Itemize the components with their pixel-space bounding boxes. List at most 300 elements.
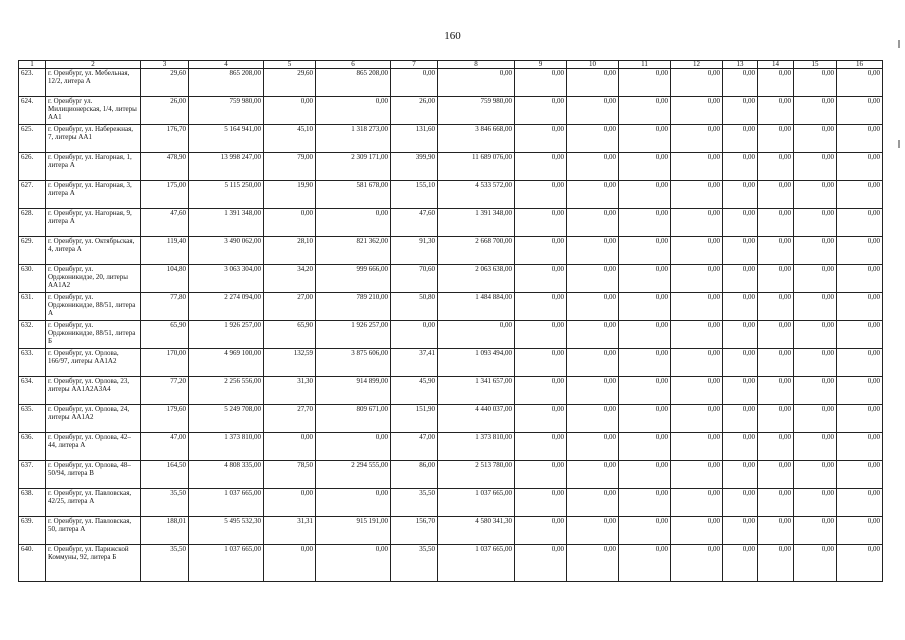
value-cell-col11: 0,00	[619, 377, 671, 405]
value-cell-col14: 0,00	[758, 489, 794, 517]
row-number: 632.	[19, 321, 46, 349]
value-cell-col14: 0,00	[758, 349, 794, 377]
value-cell-col10: 0,00	[567, 97, 619, 125]
value-cell-col11: 0,00	[619, 97, 671, 125]
value-cell-col15: 0,00	[794, 125, 837, 153]
scan-edge-mark	[898, 140, 900, 148]
value-cell-col16: 0,00	[837, 461, 883, 489]
value-cell-col15: 0,00	[794, 377, 837, 405]
value-cell-col16: 0,00	[837, 69, 883, 97]
address-cell: г. Оренбург, ул. Нагорная, 1, литера А	[46, 153, 141, 181]
value-cell-col3: 26,00	[141, 97, 189, 125]
value-cell-col5: 0,00	[264, 97, 316, 125]
value-cell-col8: 1 037 665,00	[438, 489, 515, 517]
row-number: 626.	[19, 153, 46, 181]
address-cell: г. Оренбург, ул. Нагорная, 9, литера А	[46, 209, 141, 237]
value-cell-col9: 0,00	[515, 97, 567, 125]
column-header-8: 8	[438, 61, 515, 69]
value-cell-col6: 0,00	[316, 489, 391, 517]
value-cell-col14: 0,00	[758, 237, 794, 265]
value-cell-col4: 2 274 094,00	[189, 293, 264, 321]
address-cell: г. Оренбург, ул. Орлова, 48–50/94, литера В	[46, 461, 141, 489]
value-cell-col7: 35,50	[391, 489, 438, 517]
value-cell-col8: 0,00	[438, 69, 515, 97]
value-cell-col13: 0,00	[723, 209, 758, 237]
value-cell-col10: 0,00	[567, 265, 619, 293]
value-cell-col11: 0,00	[619, 517, 671, 545]
value-cell-col8: 1 093 494,00	[438, 349, 515, 377]
value-cell-col9: 0,00	[515, 293, 567, 321]
value-cell-col7: 0,00	[391, 321, 438, 349]
row-number: 635.	[19, 405, 46, 433]
value-cell-col5: 27,70	[264, 405, 316, 433]
table-row	[19, 69, 883, 97]
value-cell-col12: 0,00	[671, 69, 723, 97]
column-number-row	[19, 61, 883, 69]
value-cell-col14: 0,00	[758, 377, 794, 405]
page-number: 160	[444, 30, 461, 42]
value-cell-col13: 0,00	[723, 321, 758, 349]
value-cell-col16: 0,00	[837, 125, 883, 153]
value-cell-col15: 0,00	[794, 209, 837, 237]
value-cell-col6: 0,00	[316, 209, 391, 237]
value-cell-col6: 0,00	[316, 545, 391, 582]
value-cell-col4: 5 164 941,00	[189, 125, 264, 153]
value-cell-col3: 478,90	[141, 153, 189, 181]
value-cell-col13: 0,00	[723, 265, 758, 293]
value-cell-col7: 155,10	[391, 181, 438, 209]
value-cell-col10: 0,00	[567, 517, 619, 545]
row-number: 639.	[19, 517, 46, 545]
value-cell-col7: 151,90	[391, 405, 438, 433]
address-cell: г. Оренбург, ул. Павловская, 50, литера А	[46, 517, 141, 545]
value-cell-col11: 0,00	[619, 125, 671, 153]
value-cell-col10: 0,00	[567, 489, 619, 517]
value-cell-col12: 0,00	[671, 405, 723, 433]
row-number: 634.	[19, 377, 46, 405]
value-cell-col7: 26,00	[391, 97, 438, 125]
row-number: 640.	[19, 545, 46, 582]
value-cell-col12: 0,00	[671, 461, 723, 489]
value-cell-col6: 789 210,00	[316, 293, 391, 321]
value-cell-col4: 1 373 810,00	[189, 433, 264, 461]
table-row	[19, 545, 883, 582]
value-cell-col3: 176,70	[141, 125, 189, 153]
value-cell-col5: 28,10	[264, 237, 316, 265]
column-header-2: 2	[46, 61, 141, 69]
value-cell-col6: 0,00	[316, 97, 391, 125]
value-cell-col13: 0,00	[723, 461, 758, 489]
value-cell-col4: 865 208,00	[189, 69, 264, 97]
value-cell-col5: 0,00	[264, 209, 316, 237]
value-cell-col5: 0,00	[264, 545, 316, 582]
table-row	[19, 181, 883, 209]
value-cell-col7: 37,41	[391, 349, 438, 377]
column-header-7: 7	[391, 61, 438, 69]
table-row	[19, 461, 883, 489]
table-row	[19, 97, 883, 125]
value-cell-col9: 0,00	[515, 461, 567, 489]
value-cell-col5: 29,60	[264, 69, 316, 97]
value-cell-col3: 35,50	[141, 489, 189, 517]
value-cell-col15: 0,00	[794, 293, 837, 321]
value-cell-col11: 0,00	[619, 321, 671, 349]
value-cell-col10: 0,00	[567, 405, 619, 433]
value-cell-col15: 0,00	[794, 489, 837, 517]
value-cell-col6: 2 309 171,00	[316, 153, 391, 181]
value-cell-col7: 399,90	[391, 153, 438, 181]
column-header-16: 16	[837, 61, 883, 69]
address-cell: г. Оренбург, ул. Октябрьская, 4, литера А	[46, 237, 141, 265]
address-cell: г. Оренбург, ул. Орлова, 23, литеры АА1А2А3А4	[46, 377, 141, 405]
value-cell-col3: 104,80	[141, 265, 189, 293]
row-number: 628.	[19, 209, 46, 237]
row-number: 637.	[19, 461, 46, 489]
value-cell-col4: 759 980,00	[189, 97, 264, 125]
value-cell-col4: 1 926 257,00	[189, 321, 264, 349]
value-cell-col8: 0,00	[438, 321, 515, 349]
value-cell-col5: 78,50	[264, 461, 316, 489]
value-cell-col15: 0,00	[794, 349, 837, 377]
value-cell-col4: 4 969 100,00	[189, 349, 264, 377]
value-cell-col4: 2 256 556,00	[189, 377, 264, 405]
value-cell-col9: 0,00	[515, 321, 567, 349]
value-cell-col16: 0,00	[837, 349, 883, 377]
value-cell-col6: 914 899,00	[316, 377, 391, 405]
value-cell-col10: 0,00	[567, 237, 619, 265]
value-cell-col8: 4 580 341,30	[438, 517, 515, 545]
value-cell-col10: 0,00	[567, 209, 619, 237]
value-cell-col12: 0,00	[671, 545, 723, 582]
value-cell-col16: 0,00	[837, 405, 883, 433]
value-cell-col3: 77,20	[141, 377, 189, 405]
value-cell-col8: 1 391 348,00	[438, 209, 515, 237]
value-cell-col3: 65,90	[141, 321, 189, 349]
value-cell-col13: 0,00	[723, 405, 758, 433]
row-number: 623.	[19, 69, 46, 97]
value-cell-col4: 4 808 335,00	[189, 461, 264, 489]
value-cell-col8: 1 484 884,00	[438, 293, 515, 321]
value-cell-col5: 0,00	[264, 489, 316, 517]
value-cell-col8: 2 513 780,00	[438, 461, 515, 489]
value-cell-col8: 3 846 668,00	[438, 125, 515, 153]
table-row	[19, 209, 883, 237]
table-row	[19, 433, 883, 461]
value-cell-col8: 11 689 076,00	[438, 153, 515, 181]
value-cell-col12: 0,00	[671, 265, 723, 293]
value-cell-col4: 5 249 708,00	[189, 405, 264, 433]
value-cell-col5: 34,20	[264, 265, 316, 293]
value-cell-col4: 3 063 304,00	[189, 265, 264, 293]
table-row	[19, 489, 883, 517]
value-cell-col5: 19,90	[264, 181, 316, 209]
value-cell-col15: 0,00	[794, 321, 837, 349]
table-row	[19, 125, 883, 153]
value-cell-col3: 164,50	[141, 461, 189, 489]
value-cell-col16: 0,00	[837, 181, 883, 209]
value-cell-col5: 65,90	[264, 321, 316, 349]
address-cell: г. Оренбург, ул. Орлова, 42–44, литера А	[46, 433, 141, 461]
value-cell-col5: 45,10	[264, 125, 316, 153]
value-cell-col10: 0,00	[567, 293, 619, 321]
value-cell-col11: 0,00	[619, 237, 671, 265]
value-cell-col11: 0,00	[619, 349, 671, 377]
column-header-5: 5	[264, 61, 316, 69]
value-cell-col13: 0,00	[723, 69, 758, 97]
value-cell-col12: 0,00	[671, 489, 723, 517]
value-cell-col11: 0,00	[619, 461, 671, 489]
value-cell-col11: 0,00	[619, 153, 671, 181]
value-cell-col8: 2 063 638,00	[438, 265, 515, 293]
value-cell-col12: 0,00	[671, 209, 723, 237]
value-cell-col16: 0,00	[837, 265, 883, 293]
value-cell-col6: 809 671,00	[316, 405, 391, 433]
value-cell-col6: 0,00	[316, 433, 391, 461]
value-cell-col11: 0,00	[619, 69, 671, 97]
column-header-3: 3	[141, 61, 189, 69]
address-cell: г. Оренбург, ул. Орлова, 166/97, литеры АА1А2	[46, 349, 141, 377]
value-cell-col13: 0,00	[723, 377, 758, 405]
row-number: 627.	[19, 181, 46, 209]
value-cell-col12: 0,00	[671, 349, 723, 377]
value-cell-col10: 0,00	[567, 461, 619, 489]
value-cell-col7: 35,50	[391, 545, 438, 582]
value-cell-col15: 0,00	[794, 181, 837, 209]
value-cell-col14: 0,00	[758, 153, 794, 181]
value-cell-col16: 0,00	[837, 433, 883, 461]
value-cell-col9: 0,00	[515, 377, 567, 405]
value-cell-col10: 0,00	[567, 125, 619, 153]
value-cell-col14: 0,00	[758, 321, 794, 349]
value-cell-col14: 0,00	[758, 545, 794, 582]
value-cell-col7: 86,00	[391, 461, 438, 489]
column-header-6: 6	[316, 61, 391, 69]
value-cell-col7: 131,60	[391, 125, 438, 153]
table-row	[19, 293, 883, 321]
value-cell-col11: 0,00	[619, 265, 671, 293]
address-cell: г. Оренбург, ул. Павловская, 42/25, литера А	[46, 489, 141, 517]
row-number: 638.	[19, 489, 46, 517]
value-cell-col16: 0,00	[837, 545, 883, 582]
table-row	[19, 153, 883, 181]
value-cell-col12: 0,00	[671, 293, 723, 321]
value-cell-col4: 5 115 250,00	[189, 181, 264, 209]
value-cell-col4: 1 037 665,00	[189, 545, 264, 582]
value-cell-col14: 0,00	[758, 293, 794, 321]
value-cell-col7: 91,30	[391, 237, 438, 265]
table-row	[19, 377, 883, 405]
value-cell-col12: 0,00	[671, 321, 723, 349]
value-cell-col13: 0,00	[723, 237, 758, 265]
value-cell-col11: 0,00	[619, 433, 671, 461]
value-cell-col3: 175,00	[141, 181, 189, 209]
value-cell-col9: 0,00	[515, 69, 567, 97]
table-row	[19, 349, 883, 377]
value-cell-col3: 188,01	[141, 517, 189, 545]
row-number: 630.	[19, 265, 46, 293]
value-cell-col16: 0,00	[837, 489, 883, 517]
value-cell-col11: 0,00	[619, 293, 671, 321]
table-row	[19, 265, 883, 293]
value-cell-col10: 0,00	[567, 545, 619, 582]
value-cell-col14: 0,00	[758, 405, 794, 433]
value-cell-col14: 0,00	[758, 517, 794, 545]
value-cell-col10: 0,00	[567, 69, 619, 97]
value-cell-col9: 0,00	[515, 237, 567, 265]
address-cell: г. Оренбург, ул. Мебельная, 12/2, литера А	[46, 69, 141, 97]
value-cell-col10: 0,00	[567, 321, 619, 349]
value-cell-col3: 170,00	[141, 349, 189, 377]
value-cell-col3: 119,40	[141, 237, 189, 265]
value-cell-col13: 0,00	[723, 349, 758, 377]
value-cell-col10: 0,00	[567, 181, 619, 209]
column-header-12: 12	[671, 61, 723, 69]
value-cell-col6: 581 678,00	[316, 181, 391, 209]
value-cell-col14: 0,00	[758, 69, 794, 97]
address-cell: г. Оренбург, ул. Нагорная, 3, литера А	[46, 181, 141, 209]
address-cell: г. Оренбург, ул. Орлова, 24, литеры АА1А2	[46, 405, 141, 433]
value-cell-col14: 0,00	[758, 181, 794, 209]
value-cell-col10: 0,00	[567, 153, 619, 181]
value-cell-col9: 0,00	[515, 125, 567, 153]
value-cell-col10: 0,00	[567, 433, 619, 461]
register-table	[18, 60, 883, 582]
value-cell-col3: 179,60	[141, 405, 189, 433]
value-cell-col15: 0,00	[794, 545, 837, 582]
value-cell-col13: 0,00	[723, 489, 758, 517]
table-row	[19, 405, 883, 433]
value-cell-col13: 0,00	[723, 97, 758, 125]
value-cell-col7: 47,60	[391, 209, 438, 237]
table-row	[19, 517, 883, 545]
value-cell-col15: 0,00	[794, 237, 837, 265]
value-cell-col8: 1 373 810,00	[438, 433, 515, 461]
table-row	[19, 237, 883, 265]
value-cell-col6: 915 191,00	[316, 517, 391, 545]
value-cell-col14: 0,00	[758, 265, 794, 293]
column-header-10: 10	[567, 61, 619, 69]
row-number: 636.	[19, 433, 46, 461]
value-cell-col8: 1 341 657,00	[438, 377, 515, 405]
value-cell-col13: 0,00	[723, 433, 758, 461]
value-cell-col15: 0,00	[794, 153, 837, 181]
value-cell-col11: 0,00	[619, 489, 671, 517]
value-cell-col8: 4 533 572,00	[438, 181, 515, 209]
value-cell-col12: 0,00	[671, 237, 723, 265]
value-cell-col11: 0,00	[619, 545, 671, 582]
column-header-4: 4	[189, 61, 264, 69]
value-cell-col16: 0,00	[837, 97, 883, 125]
value-cell-col3: 47,00	[141, 433, 189, 461]
value-cell-col16: 0,00	[837, 237, 883, 265]
value-cell-col9: 0,00	[515, 489, 567, 517]
value-cell-col4: 3 490 062,00	[189, 237, 264, 265]
value-cell-col5: 31,31	[264, 517, 316, 545]
address-cell: г. Оренбург, ул. Набережная, 7, литеры АА1	[46, 125, 141, 153]
value-cell-col13: 0,00	[723, 545, 758, 582]
value-cell-col6: 865 208,00	[316, 69, 391, 97]
value-cell-col15: 0,00	[794, 405, 837, 433]
scan-edge-mark	[898, 40, 900, 48]
column-header-13: 13	[723, 61, 758, 69]
value-cell-col7: 156,70	[391, 517, 438, 545]
value-cell-col12: 0,00	[671, 181, 723, 209]
value-cell-col9: 0,00	[515, 153, 567, 181]
value-cell-col14: 0,00	[758, 125, 794, 153]
value-cell-col16: 0,00	[837, 321, 883, 349]
value-cell-col13: 0,00	[723, 153, 758, 181]
value-cell-col11: 0,00	[619, 209, 671, 237]
value-cell-col8: 759 980,00	[438, 97, 515, 125]
value-cell-col4: 1 391 348,00	[189, 209, 264, 237]
value-cell-col15: 0,00	[794, 97, 837, 125]
table-body	[19, 69, 883, 582]
value-cell-col6: 1 926 257,00	[316, 321, 391, 349]
value-cell-col9: 0,00	[515, 349, 567, 377]
value-cell-col14: 0,00	[758, 433, 794, 461]
value-cell-col16: 0,00	[837, 293, 883, 321]
row-number: 625.	[19, 125, 46, 153]
value-cell-col12: 0,00	[671, 97, 723, 125]
value-cell-col3: 35,50	[141, 545, 189, 582]
address-cell: г. Оренбург, ул. Орджоникидзе, 88/51, литера А	[46, 293, 141, 321]
value-cell-col6: 2 294 555,00	[316, 461, 391, 489]
value-cell-col6: 1 318 273,00	[316, 125, 391, 153]
address-cell: г. Оренбург ул. Милиционерская, 1/4, литеры АА1	[46, 97, 141, 125]
value-cell-col11: 0,00	[619, 405, 671, 433]
value-cell-col9: 0,00	[515, 181, 567, 209]
value-cell-col7: 45,90	[391, 377, 438, 405]
value-cell-col15: 0,00	[794, 69, 837, 97]
value-cell-col6: 999 666,00	[316, 265, 391, 293]
value-cell-col9: 0,00	[515, 545, 567, 582]
value-cell-col5: 132,59	[264, 349, 316, 377]
column-header-11: 11	[619, 61, 671, 69]
row-number: 631.	[19, 293, 46, 321]
value-cell-col13: 0,00	[723, 293, 758, 321]
value-cell-col9: 0,00	[515, 433, 567, 461]
value-cell-col8: 4 440 037,00	[438, 405, 515, 433]
value-cell-col6: 821 362,00	[316, 237, 391, 265]
value-cell-col16: 0,00	[837, 517, 883, 545]
address-cell: г. Оренбург, ул. Орджоникидзе, 20, литеры АА1А2	[46, 265, 141, 293]
value-cell-col15: 0,00	[794, 461, 837, 489]
value-cell-col13: 0,00	[723, 517, 758, 545]
row-number: 633.	[19, 349, 46, 377]
value-cell-col3: 29,60	[141, 69, 189, 97]
value-cell-col7: 70,60	[391, 265, 438, 293]
value-cell-col8: 1 037 665,00	[438, 545, 515, 582]
value-cell-col5: 0,00	[264, 433, 316, 461]
value-cell-col14: 0,00	[758, 97, 794, 125]
address-cell: г. Оренбург, ул. Парижской Коммуны, 92, литера Б	[46, 545, 141, 582]
address-cell: г. Оренбург, ул. Орджоникидзе, 88/51, литера Б	[46, 321, 141, 349]
value-cell-col15: 0,00	[794, 265, 837, 293]
value-cell-col16: 0,00	[837, 377, 883, 405]
value-cell-col7: 47,00	[391, 433, 438, 461]
value-cell-col3: 77,80	[141, 293, 189, 321]
value-cell-col13: 0,00	[723, 181, 758, 209]
value-cell-col9: 0,00	[515, 517, 567, 545]
value-cell-col7: 0,00	[391, 69, 438, 97]
value-cell-col12: 0,00	[671, 433, 723, 461]
value-cell-col14: 0,00	[758, 209, 794, 237]
value-cell-col9: 0,00	[515, 209, 567, 237]
value-cell-col7: 50,80	[391, 293, 438, 321]
value-cell-col15: 0,00	[794, 433, 837, 461]
value-cell-col4: 1 037 665,00	[189, 489, 264, 517]
value-cell-col4: 5 495 532,30	[189, 517, 264, 545]
